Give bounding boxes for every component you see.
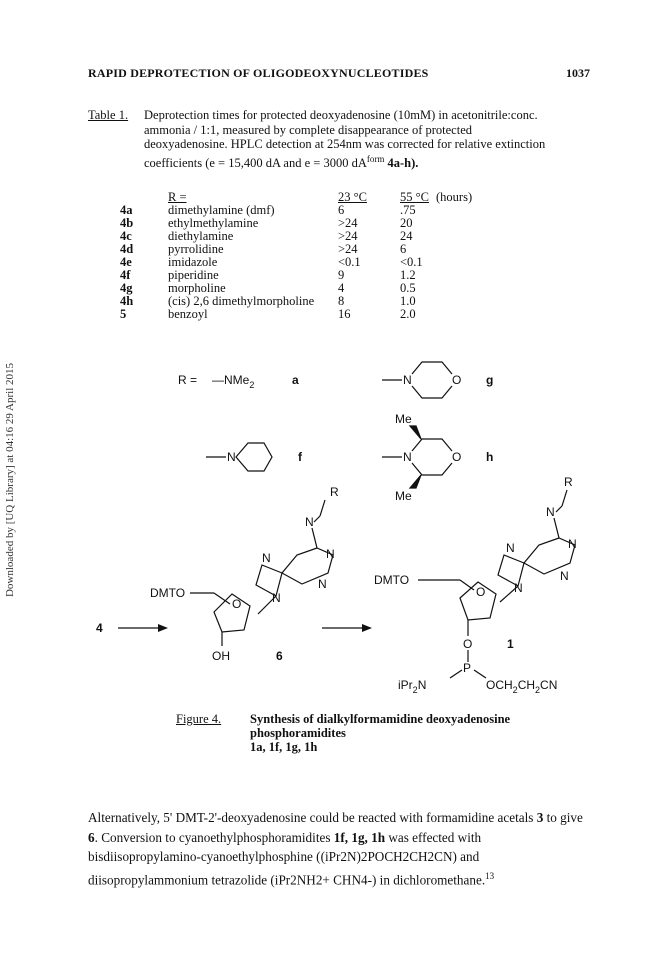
r-group: benzoyl bbox=[168, 307, 208, 321]
time-23c: 16 bbox=[338, 307, 351, 321]
time-23c: <0.1 bbox=[338, 255, 361, 269]
time-55c: 0.5 bbox=[400, 281, 416, 295]
r-group: (cis) 2,6 dimethylmorpholine bbox=[168, 294, 315, 308]
header-r: R = bbox=[168, 190, 187, 204]
time-23c: 8 bbox=[338, 294, 345, 308]
dimethylmorpholine-o: O bbox=[452, 450, 462, 464]
download-note: Downloaded by [UQ Library] at 04:16 29 April 2015 bbox=[4, 362, 16, 598]
compound-id: 4c bbox=[120, 229, 132, 243]
methyl-bottom: Me bbox=[395, 489, 412, 503]
sugar-o-1: O bbox=[476, 585, 486, 599]
r-group: dimethylamine (dmf) bbox=[168, 203, 275, 217]
methyl-top: Me bbox=[395, 412, 412, 426]
time-23c: >24 bbox=[338, 229, 358, 243]
time-55c: .75 bbox=[400, 203, 416, 217]
r-group: piperidine bbox=[168, 268, 219, 282]
compound-id: 4a bbox=[120, 203, 133, 217]
reference-superscript: 13 bbox=[485, 870, 495, 881]
label-h: h bbox=[486, 450, 494, 464]
label-1: 1 bbox=[507, 637, 514, 651]
r-group: pyrrolidine bbox=[168, 242, 224, 256]
label-g: g bbox=[486, 373, 494, 387]
figure-label: Figure 4. bbox=[176, 712, 222, 726]
scheme-drawing bbox=[0, 340, 672, 710]
ring-n1-1: N bbox=[568, 537, 577, 551]
synthesis-scheme bbox=[0, 340, 672, 710]
phosphite-o: O bbox=[463, 637, 473, 651]
time-55c: 1.0 bbox=[400, 294, 416, 308]
r-substituent-1: R bbox=[564, 475, 573, 489]
caption-line-text: coefficients (e = 15,400 dA and e = 3000 dA bbox=[144, 155, 367, 170]
caption-tail: 4a-h). bbox=[384, 155, 419, 170]
piperidine-n: N bbox=[227, 450, 236, 464]
compound-ref: 3 bbox=[536, 810, 544, 825]
imine-n-1: N bbox=[546, 505, 555, 519]
r-group: ethylmethylamine bbox=[168, 216, 259, 230]
table-caption-text bbox=[144, 108, 588, 170]
time-55c: <0.1 bbox=[400, 255, 423, 269]
header-unit: (hours) bbox=[436, 190, 473, 204]
paragraph-text: Alternatively, 5' DMT-2'-deoxyadenosine could be reacted with formamidine acetals bbox=[88, 810, 537, 825]
paragraph-text: to give bbox=[543, 810, 583, 825]
nme2-group: —NMe$_2$ bbox=[212, 373, 255, 390]
phosphorus: P bbox=[463, 661, 472, 675]
ring-n9-6: N bbox=[272, 591, 281, 605]
label-a: a bbox=[292, 373, 299, 387]
compound-id: 4f bbox=[120, 268, 131, 282]
dimethylmorpholine-n: N bbox=[403, 450, 412, 464]
paragraph-text: . Conversion to cyanoethylphosphoramidites bbox=[94, 829, 334, 845]
compound-ref: 1f, 1g, 1h bbox=[333, 829, 386, 845]
time-55c: 20 bbox=[400, 216, 413, 230]
caption-sup: form bbox=[366, 153, 385, 164]
time-23c: >24 bbox=[338, 216, 358, 230]
caption-line bbox=[144, 152, 588, 171]
figure-caption-line: 1a, 1f, 1g, 1h bbox=[250, 740, 318, 754]
ring-n3-6: N bbox=[318, 577, 327, 591]
body-paragraph bbox=[88, 808, 592, 889]
compound-id: 4h bbox=[120, 294, 134, 308]
diisopropylamino: iPr$_2$N bbox=[398, 678, 427, 695]
compound-id: 5 bbox=[120, 307, 127, 321]
page-number: 1037 bbox=[566, 66, 590, 80]
compound-id: 4b bbox=[120, 216, 134, 230]
ring-n3-1: N bbox=[560, 569, 569, 583]
dmto-label-1: DMTO bbox=[374, 573, 410, 587]
morpholine-ring bbox=[382, 362, 452, 398]
time-55c: 1.2 bbox=[400, 268, 416, 282]
piperidine-ring bbox=[206, 443, 272, 471]
r-group: diethylamine bbox=[168, 229, 234, 243]
r-substituent-6: R bbox=[330, 485, 339, 499]
running-title: RAPID DEPROTECTION OF OLIGODEOXYNUCLEOTIDES bbox=[88, 66, 429, 80]
ring-n1-6: N bbox=[326, 547, 335, 561]
label-f: f bbox=[298, 450, 302, 464]
ring-n7-1: N bbox=[506, 541, 515, 555]
sugar-o-6: O bbox=[232, 597, 242, 611]
r-equals-label: R = bbox=[178, 373, 198, 387]
compound-id: 4g bbox=[120, 281, 133, 295]
dimethylmorpholine-ring bbox=[382, 426, 452, 488]
dmto-label-6: DMTO bbox=[150, 586, 186, 600]
morpholine-n: N bbox=[403, 373, 412, 387]
compound-ref: 6 bbox=[88, 829, 95, 845]
cyanoethoxy: $OCH_2CH_2CN$ bbox=[486, 678, 558, 695]
figure-caption-line: Synthesis of dialkylformamidine deoxyadenosine phosphoramidites bbox=[250, 712, 511, 740]
label-6: 6 bbox=[276, 649, 283, 663]
time-55c: 24 bbox=[400, 229, 413, 243]
hydroxyl-label: OH bbox=[212, 649, 230, 663]
r-group: imidazole bbox=[168, 255, 218, 269]
caption-line: deoxyadenosine. HPLC detection at 254nm was corrected for relative extinction bbox=[144, 137, 546, 151]
time-55c: 2.0 bbox=[400, 307, 416, 321]
morpholine-o: O bbox=[452, 373, 462, 387]
time-23c: 4 bbox=[338, 281, 345, 295]
compound-id: 4d bbox=[120, 242, 134, 256]
time-23c: 9 bbox=[338, 268, 345, 282]
caption-line: ammonia / 1:1, measured by complete disappearance of protected bbox=[144, 122, 472, 137]
compound-id: 4e bbox=[120, 255, 132, 269]
table-label: Table 1. bbox=[88, 108, 129, 122]
label-4: 4 bbox=[96, 621, 103, 635]
figure-caption-text bbox=[250, 712, 606, 754]
time-23c: 6 bbox=[338, 203, 345, 217]
header-55c: 55 °C bbox=[400, 190, 429, 204]
paragraph-text: was effected with bisdiisopropylamino-cyanoethylphosphine ((iPr2N)2POCH2CH2CN) and diisopropylammonium tetrazolide (iPr2NH2+ CHN4-) in dichloromethane. bbox=[88, 829, 486, 887]
time-55c: 6 bbox=[400, 242, 407, 256]
time-23c: >24 bbox=[338, 242, 358, 256]
ring-n7-6: N bbox=[262, 551, 271, 565]
imine-n-6: N bbox=[305, 515, 314, 529]
header-23c: 23 °C bbox=[338, 190, 367, 204]
r-group: morpholine bbox=[168, 281, 226, 295]
caption-line: Deprotection times for protected deoxyadenosine (10mM) in acetonitrile:conc. bbox=[144, 108, 538, 122]
ring-n9-1: N bbox=[514, 581, 523, 595]
